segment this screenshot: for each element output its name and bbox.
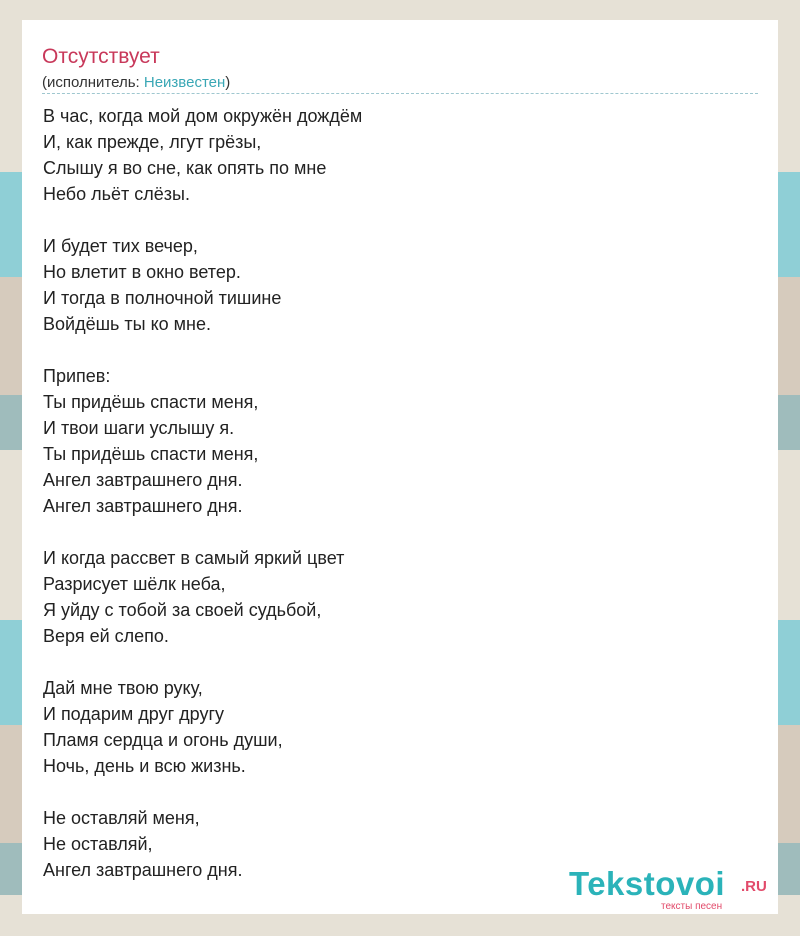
stanza-break xyxy=(43,519,743,545)
artist-line xyxy=(42,73,230,93)
lyric-line: И тогда в полночной тишине xyxy=(43,288,282,308)
lyric-line: И подарим друг другу xyxy=(43,704,225,724)
lyric-line: Ночь, день и всю жизнь. xyxy=(43,756,246,776)
logo-tagline: тексты песен xyxy=(661,901,723,912)
stanza-break xyxy=(43,337,743,363)
lyric-line: Ты придёшь спасти меня, xyxy=(43,444,259,464)
lyric-line: Дай мне твою руку, xyxy=(43,678,203,698)
artist-prefix: (исполнитель: xyxy=(42,74,144,91)
lyric-line: Припев: xyxy=(43,366,111,386)
lyric-line: Ангел завтрашнего дня. xyxy=(43,470,243,490)
stanza-break xyxy=(43,779,743,805)
lyric-line: Не оставляй меня, xyxy=(43,808,200,828)
lyric-line: Ангел завтрашнего дня. xyxy=(43,496,243,516)
lyric-line: И будет тих вечер, xyxy=(43,236,198,256)
lyric-line: Ты придёшь спасти меня, xyxy=(43,392,259,412)
lyric-line: Пламя сердца и огонь души, xyxy=(43,730,283,750)
lyric-line: В час, когда мой дом окружён дождём xyxy=(43,106,363,126)
lyric-line: Войдёшь ты ко мне. xyxy=(43,314,212,334)
stanza-break xyxy=(43,649,743,675)
lyric-line: И когда рассвет в самый яркий цвет xyxy=(43,548,345,568)
lyric-line: Не оставляй, xyxy=(43,834,153,854)
lyric-line: И, как прежде, лгут грёзы, xyxy=(43,132,262,152)
lyric-line: Разрисует шёлк неба, xyxy=(43,574,226,594)
lyric-line: Ангел завтрашнего дня. xyxy=(43,860,243,880)
artist-link[interactable]: Неизвестен xyxy=(143,74,226,91)
stanza-break xyxy=(43,207,743,233)
lyric-line: Но влетит в окно ветер. xyxy=(43,262,241,282)
song-title: Отсутствует xyxy=(42,45,160,68)
lyric-line: И твои шаги услышу я. xyxy=(43,418,235,438)
tekstovoi-logo[interactable] xyxy=(569,864,779,914)
lyrics-card xyxy=(22,20,778,914)
lyric-line: Я уйду с тобой за своей судьбой, xyxy=(43,600,322,620)
dashed-divider xyxy=(42,93,758,94)
lyric-line: Слышу я во сне, как опять по мне xyxy=(43,158,327,178)
artist-suffix: ) xyxy=(225,74,231,91)
lyric-line: Небо льёт слёзы. xyxy=(43,184,190,204)
lyric-line: Веря ей слепо. xyxy=(43,626,169,646)
logo-tld: .RU xyxy=(741,878,767,895)
lyrics-text xyxy=(43,103,743,883)
logo-name: Tekstovoi xyxy=(569,865,726,902)
